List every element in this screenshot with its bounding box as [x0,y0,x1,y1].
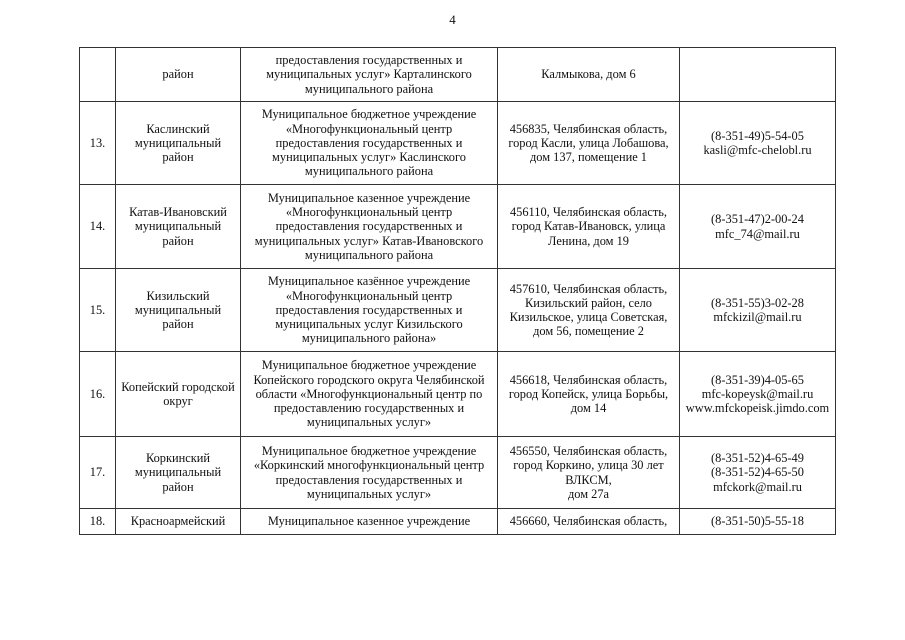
cell-contacts [680,48,836,102]
cell-num [80,48,116,102]
cell-line: 456618, Челябинская область, [509,372,668,387]
cell-district [116,509,241,535]
cell-line: муниципального района [304,247,434,262]
cell-line: муниципальный [134,465,222,480]
cell-line: предоставления государственных и [275,219,463,234]
cell-line: муниципального района [304,81,434,96]
cell-line: (8-351-47)2-00-24 [711,212,804,227]
cell-line: (8-351-52)4-65-49 [711,451,804,466]
table-body [80,48,836,535]
cell-line: mfc-kopeysk@mail.ru [701,386,814,401]
cell-district [116,48,241,102]
cell-line: муниципального района [304,164,434,179]
cell-line: Каслинский [146,121,210,136]
cell-line: 456110, Челябинская область, [509,205,668,220]
cell-district [116,437,241,509]
cell-institution [241,269,498,352]
cell-line: Муниципальное казенное учреждение [267,514,471,529]
cell-line: Коркинский [145,451,211,466]
cell-line: округ [163,394,193,408]
cell-contacts [680,437,836,509]
cell-line: mfckizil@mail.ru [713,310,802,324]
cell-num: 13. [80,102,116,185]
cell-institution [241,437,498,509]
cell-line: муниципальных услуг» [306,415,432,430]
table-row [80,352,836,437]
cell-line: 456835, Челябинская область, [509,121,668,136]
cell-num: 14. [80,185,116,269]
cell-line: район [162,150,194,165]
cell-line: «Многофункциональный центр [285,121,453,136]
cell-institution [241,352,498,437]
cell-line: (8-351-52)4-65-50 [711,465,804,480]
cell-line: «Коркинский многофункциональный центр [253,458,485,473]
cell-line: mfc_74@mail.ru [715,226,800,241]
cell-contacts [680,352,836,437]
cell-line: 457610, Челябинская область, [509,281,668,296]
cell-line: Кизильский район, село [524,295,652,310]
cell-line: дом 56, помещение 2 [533,324,644,339]
cell-line: муниципальный [134,219,222,234]
cell-line: предоставлению государственных и [273,401,465,416]
cell-line: муниципальных услуг Кизильского [275,317,463,332]
cell-line: (8-351-55)3-02-28 [711,295,804,310]
cell-line: город Касли, улица Лобашова, [508,135,669,150]
cell-line: Кизильский [146,288,210,303]
mfc-registry-table [79,47,836,535]
cell-district [116,269,241,352]
cell-line: (8-351-39)4-05-65 [711,372,804,387]
cell-line: муниципальных услуг» Катав-Ивановского [254,233,484,248]
cell-address [498,185,680,269]
cell-institution [241,185,498,269]
cell-line: дом 14 [570,401,607,416]
cell-line: город Коркино, улица 30 лет [513,458,664,473]
cell-line: дом 27а [567,486,610,501]
cell-line: Муниципальное казенное учреждение [267,190,471,205]
cell-line: (8-351-50)5-55-18 [711,514,804,529]
cell-line: муниципального района» [301,331,437,346]
cell-line: «Многофункциональный центр [285,205,453,220]
cell-address [498,269,680,352]
cell-line: район [162,479,194,494]
cell-contacts [680,269,836,352]
cell-contacts [680,185,836,269]
cell-line: Копейского городского округа Челябинской [253,372,485,387]
table-row [80,48,836,102]
cell-line: 456660, Челябинская область, [509,514,668,529]
cell-line: город Катав-Ивановск, улица [511,219,666,234]
page-number: 4 [449,12,456,27]
cell-line: Копейский городской [121,379,235,394]
cell-line: предоставления государственных и [275,135,463,150]
cell-contacts [680,102,836,185]
cell-num: 17. [80,437,116,509]
cell-institution [241,48,498,102]
table-row [80,437,836,509]
cell-district [116,352,241,437]
cell-address [498,437,680,509]
cell-address [498,509,680,535]
cell-address [498,48,680,102]
cell-num: 18. [80,509,116,535]
cell-institution [241,509,498,535]
cell-line: kasli@mfc-chelobl.ru [703,143,812,157]
cell-num: 15. [80,269,116,352]
cell-contacts [680,509,836,535]
cell-line: www.mfckopeisk.jimdo.com [685,401,830,416]
cell-address [498,102,680,185]
cell-line: предоставления государственных и [275,53,463,68]
cell-line: муниципальный [134,302,222,317]
cell-address [498,352,680,437]
cell-district [116,102,241,185]
cell-line: mfckork@mail.ru [713,479,802,494]
cell-line: 456550, Челябинская область, [509,444,668,459]
table-row [80,102,836,185]
cell-line: Муниципальное бюджетное учреждение [261,358,477,373]
cell-line: город Копейск, улица Борьбы, [508,386,669,401]
cell-line: предоставления государственных и [275,472,463,487]
cell-line: муниципальный [134,135,222,150]
cell-line: Кизильское, улица Советская, [509,310,668,324]
cell-line: муниципальных услуг» Карталинского [266,67,472,82]
table-row [80,269,836,352]
cell-line: Красноармейский [130,514,226,529]
cell-line: район [162,233,194,248]
cell-line: район [162,67,194,82]
cell-line: Муниципальное бюджетное учреждение [261,107,477,122]
cell-line: области «Многофункциональный центр по [255,386,483,401]
cell-line: Калмыкова, дом 6 [541,67,636,82]
table-row [80,509,836,535]
cell-line: «Многофункциональный центр [285,288,453,303]
cell-line: Муниципальное бюджетное учреждение [261,444,477,459]
cell-line: предоставления государственных и [275,302,463,317]
cell-line: дом 137, помещение 1 [529,150,647,165]
cell-institution [241,102,498,185]
cell-district [116,185,241,269]
cell-line: ВЛКСМ, [565,472,612,487]
cell-line: муниципальных услуг» Каслинского [272,150,466,165]
cell-line: Ленина, дом 19 [548,233,629,248]
cell-line: (8-351-49)5-54-05 [711,128,804,143]
table-row [80,185,836,269]
cell-line: район [162,317,194,332]
cell-line: муниципальных услуг» [306,486,432,501]
cell-num: 16. [80,352,116,437]
cell-line: Катав-Ивановский [129,205,227,220]
cell-line: Муниципальное казённое учреждение [267,274,471,289]
